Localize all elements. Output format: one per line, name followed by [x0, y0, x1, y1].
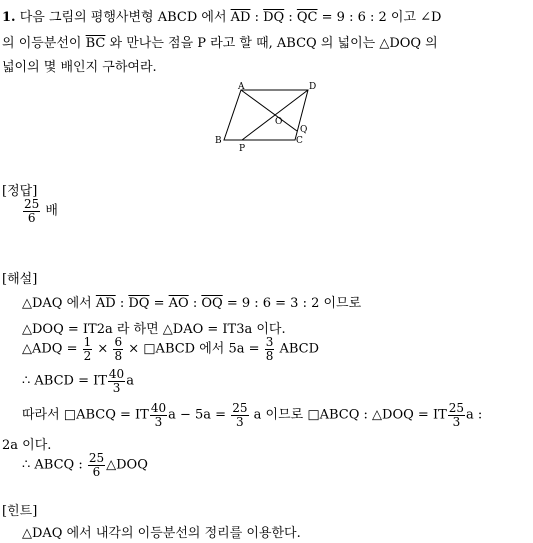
fraction-denominator: 6 — [92, 464, 101, 479]
fraction-denominator: 2 — [83, 348, 92, 363]
solution-text: a − 5a = — [168, 407, 227, 423]
fraction-denominator: 8 — [265, 348, 274, 363]
solution-text: a 이므로 □ABCQ : △DOQ = IT — [253, 407, 447, 423]
problem-text: 넓이의 몇 배인지 구하여라. — [2, 60, 157, 75]
times-sign: × — [97, 341, 109, 357]
segment-ad: $\overline{AD}$ — [230, 10, 251, 25]
fraction-numerator: 25 — [24, 197, 40, 211]
ratio-colon: : — [119, 296, 125, 311]
problem-line-3 — [2, 56, 157, 75]
fraction-denominator: 3 — [112, 380, 121, 395]
solution-line-6: 2a 이다. — [2, 438, 52, 453]
fraction-numerator: 40 — [108, 367, 125, 381]
solution-line-2: △DOQ = IT2a 라 하면 △DAO = IT3a 이다. — [22, 322, 286, 337]
solution-text: × □ABCD 에서 5a = — [128, 341, 260, 357]
fraction-numerator: 40 — [150, 401, 167, 415]
problem-number: 1. — [2, 10, 16, 25]
fraction-denominator: 3 — [236, 414, 244, 429]
problem-text: 와 만나는 점을 P 라고 할 때, ABCQ 의 넓이는 △DOQ 의 — [109, 36, 438, 51]
equals-sign: = — [153, 296, 165, 311]
solution-text: 따라서 □ABCQ = IT — [22, 407, 149, 423]
solution-text: △DAQ 에서 — [22, 296, 92, 311]
label-p: P — [239, 144, 246, 154]
segment-bc: $\overline{BC}$ — [85, 36, 106, 51]
parallelogram-figure — [210, 80, 330, 154]
label-a: A — [238, 82, 245, 92]
segment-ao: $\overline{AO}$ — [168, 296, 189, 311]
solution-text: ∴ ABCD = IT — [22, 373, 107, 389]
fraction — [83, 336, 93, 362]
segment-dq: $\overline{DQ}$ — [263, 10, 285, 25]
fraction-denominator: 3 — [154, 414, 163, 429]
answer-value — [22, 198, 58, 224]
solution-text: a — [126, 373, 134, 389]
segment-oq: $\overline{OQ}$ — [201, 296, 223, 311]
fraction — [231, 402, 248, 428]
solution-text: = 9 : 6 = 3 : 2 이므로 — [226, 296, 362, 311]
solution-text: △DOQ — [106, 457, 148, 473]
fraction-numerator: 3 — [265, 335, 274, 349]
problem-line-2 — [2, 32, 438, 51]
fraction — [265, 336, 275, 362]
problem-line-1 — [2, 6, 441, 25]
problem-text: = 9 : 6 : 2 이고 ∠D — [321, 10, 442, 25]
segment-ad: $\overline{AD}$ — [95, 296, 116, 311]
segment-dq: $\overline{DQ}$ — [128, 296, 150, 311]
fraction-numerator: 25 — [88, 451, 105, 465]
segment-aq — [241, 90, 297, 131]
fraction-denominator: 6 — [27, 210, 36, 225]
label-b: B — [215, 136, 222, 146]
fraction — [108, 368, 125, 394]
label-d: D — [309, 82, 317, 92]
ratio-colon: : — [254, 10, 259, 25]
problem-text: 의 이등분선이 — [2, 36, 82, 51]
fraction — [150, 402, 167, 428]
fraction-numerator: 1 — [83, 335, 92, 349]
solution-text: △ADQ = — [22, 341, 78, 357]
fraction — [448, 402, 465, 428]
fraction-numerator: 6 — [114, 335, 123, 349]
fraction — [88, 452, 105, 478]
hint-text: △DAQ 에서 내각의 이등분선의 정리를 이용한다. — [22, 526, 301, 541]
problem-text: 다음 그림의 평행사변형 ABCD 에서 — [19, 10, 227, 25]
segment-qc: $\overline{QC}$ — [296, 10, 318, 25]
solution-header: [해설] — [2, 272, 38, 287]
answer-fraction — [23, 198, 40, 224]
ratio-colon: : — [288, 10, 293, 25]
answer-header: [정답] — [2, 184, 38, 199]
label-q: Q — [300, 125, 308, 135]
fraction-denominator: 3 — [452, 414, 461, 429]
fraction — [113, 336, 123, 362]
fraction-denominator: 8 — [114, 348, 123, 363]
solution-text: ∴ ABCQ : — [22, 457, 83, 473]
fraction-numerator: 25 — [232, 401, 248, 415]
solution-line-3 — [22, 336, 319, 362]
answer-unit: 배 — [45, 203, 58, 219]
solution-line-4 — [22, 368, 134, 394]
solution-line-5 — [22, 402, 482, 428]
label-c: C — [296, 136, 303, 146]
solution-line-7 — [22, 452, 148, 478]
solution-line-1 — [22, 292, 361, 311]
label-o: O — [275, 117, 283, 127]
parallelogram-abcd — [224, 90, 308, 140]
solution-text: ABCD — [279, 341, 320, 357]
ratio-colon: : — [192, 296, 198, 311]
solution-text: a : — [466, 407, 483, 423]
hint-header: [힌트] — [2, 504, 38, 519]
fraction-numerator: 25 — [448, 401, 465, 415]
